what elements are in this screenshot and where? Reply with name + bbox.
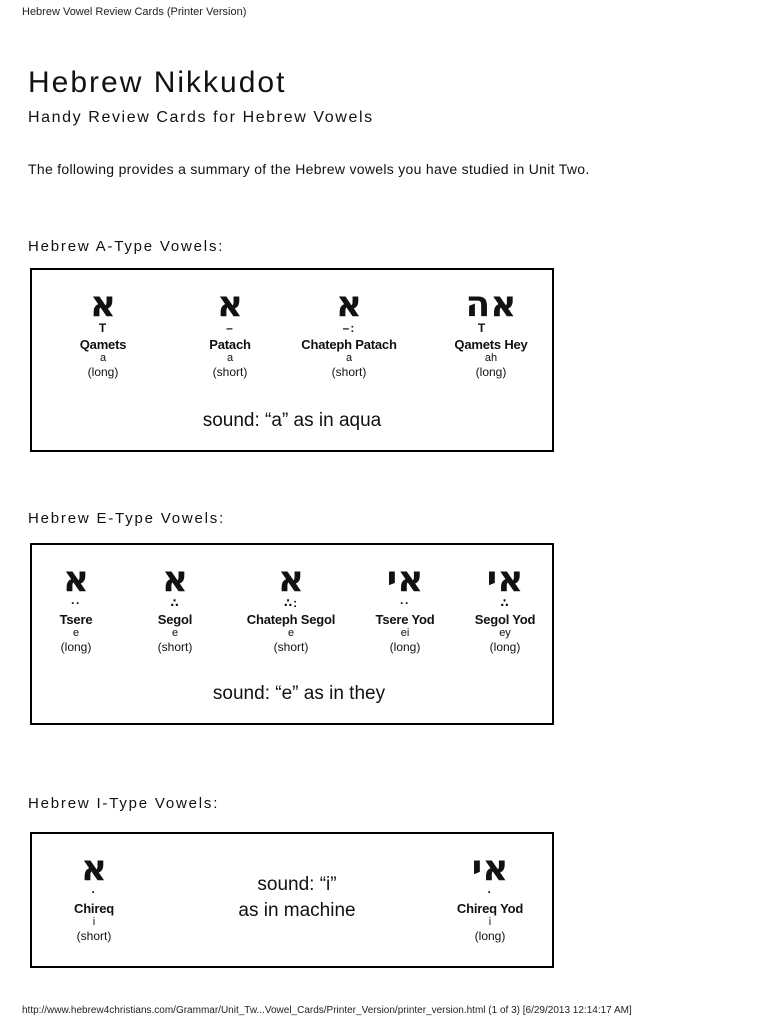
i-type-heading: Hebrew I-Type Vowels: [28, 795, 220, 812]
aleph-glyph: א [89, 284, 117, 325]
vowel-length: (short) [331, 365, 367, 379]
aleph-hey-glyph: אה [465, 284, 517, 325]
vowel-sound: e [72, 627, 80, 639]
a-type-sound: sound: “a” as in aqua [202, 410, 382, 431]
e-type-card [30, 543, 554, 725]
page-title: Hebrew Nikkudot [28, 66, 287, 99]
document-header: Hebrew Vowel Review Cards (Printer Version) [22, 6, 247, 18]
i-type-card [30, 832, 554, 968]
vowel-length: (long) [474, 929, 506, 943]
e-type-heading: Hebrew E-Type Vowels: [28, 510, 226, 527]
vowel-name: Segol [157, 612, 193, 627]
a-type-card [30, 268, 554, 452]
vowel-sound: e [171, 627, 179, 639]
vowel-name: Patach [209, 337, 251, 352]
vowel-segol [110, 561, 240, 654]
vowel-qamets-hey [426, 286, 556, 379]
vowel-mark: ·· [400, 596, 410, 610]
i-type-sound [192, 872, 402, 924]
vowel-sound: ah [484, 352, 498, 364]
vowel-length: (long) [60, 640, 92, 654]
aleph-glyph: א [80, 848, 108, 889]
vowel-mark: T [98, 321, 108, 335]
vowel-mark: –: [342, 321, 356, 335]
intro-text: The following provides a summary of the Hebrew vowels you have studied in Unit Two. [28, 161, 590, 177]
vowel-mark: – [226, 321, 234, 335]
vowel-chateph-segol [226, 561, 356, 654]
vowel-length: (long) [389, 640, 421, 654]
aleph-glyph: א [62, 559, 90, 600]
vowel-sound: ei [400, 627, 410, 639]
vowel-chireq [29, 850, 159, 943]
vowel-length: (long) [87, 365, 119, 379]
vowel-mark: ∴ [170, 596, 180, 610]
vowel-mark: · [487, 885, 493, 899]
aleph-glyph: א [335, 284, 363, 325]
vowel-sound: ey [499, 627, 511, 639]
e-type-sound: sound: “e” as in they [212, 683, 386, 704]
vowel-mark: · [91, 885, 97, 899]
vowel-name: Qamets [79, 337, 127, 352]
page-subtitle: Handy Review Cards for Hebrew Vowels [28, 109, 374, 126]
vowel-name: Segol Yod [474, 612, 536, 627]
vowel-name: Qamets Hey [454, 337, 528, 352]
vowel-mark: ∴: [283, 596, 299, 610]
vowel-sound: e [287, 627, 295, 639]
vowel-mark: ·· [71, 596, 81, 610]
aleph-yod-glyph: אי [386, 559, 424, 600]
aleph-glyph: א [277, 559, 305, 600]
vowel-patach [165, 286, 295, 379]
a-type-heading: Hebrew A-Type Vowels: [28, 238, 225, 255]
document-footer: http://www.hebrew4christians.com/Grammar/Unit_Tw...Vowel_Cards/Printer_Version/printer_version.html (1 of 3) [6/29/2013 12:14:17 AM] [22, 1005, 632, 1016]
vowel-name: Tsere [59, 612, 93, 627]
vowel-length: (long) [475, 365, 507, 379]
vowel-length: (short) [273, 640, 309, 654]
vowel-length: (short) [157, 640, 193, 654]
vowel-name: Chateph Segol [246, 612, 336, 627]
vowel-segol-yod [440, 561, 570, 654]
vowel-chateph-patach [284, 286, 414, 379]
vowel-length: (short) [212, 365, 248, 379]
i-type-sound-line1: sound: “i” [257, 874, 337, 895]
vowel-name: Tsere Yod [375, 612, 435, 627]
vowel-length: (short) [76, 929, 112, 943]
vowel-name: Chireq Yod [456, 901, 524, 916]
i-type-sound-line2: as in machine [238, 900, 356, 921]
vowel-qamets [38, 286, 168, 379]
vowel-sound: a [345, 352, 353, 364]
vowel-mark: ∴ [500, 596, 510, 610]
vowel-sound: a [226, 352, 234, 364]
vowel-sound: a [99, 352, 107, 364]
aleph-yod-glyph: אי [486, 559, 524, 600]
vowel-length: (long) [489, 640, 521, 654]
vowel-mark: T [477, 321, 487, 335]
aleph-glyph: א [216, 284, 244, 325]
vowel-sound: i [92, 916, 96, 928]
vowel-name: Chateph Patach [301, 337, 397, 352]
vowel-chireq-yod [425, 850, 555, 943]
aleph-glyph: א [161, 559, 189, 600]
vowel-sound: i [488, 916, 492, 928]
vowel-name: Chireq [74, 901, 114, 916]
aleph-yod-glyph: אי [471, 848, 509, 889]
